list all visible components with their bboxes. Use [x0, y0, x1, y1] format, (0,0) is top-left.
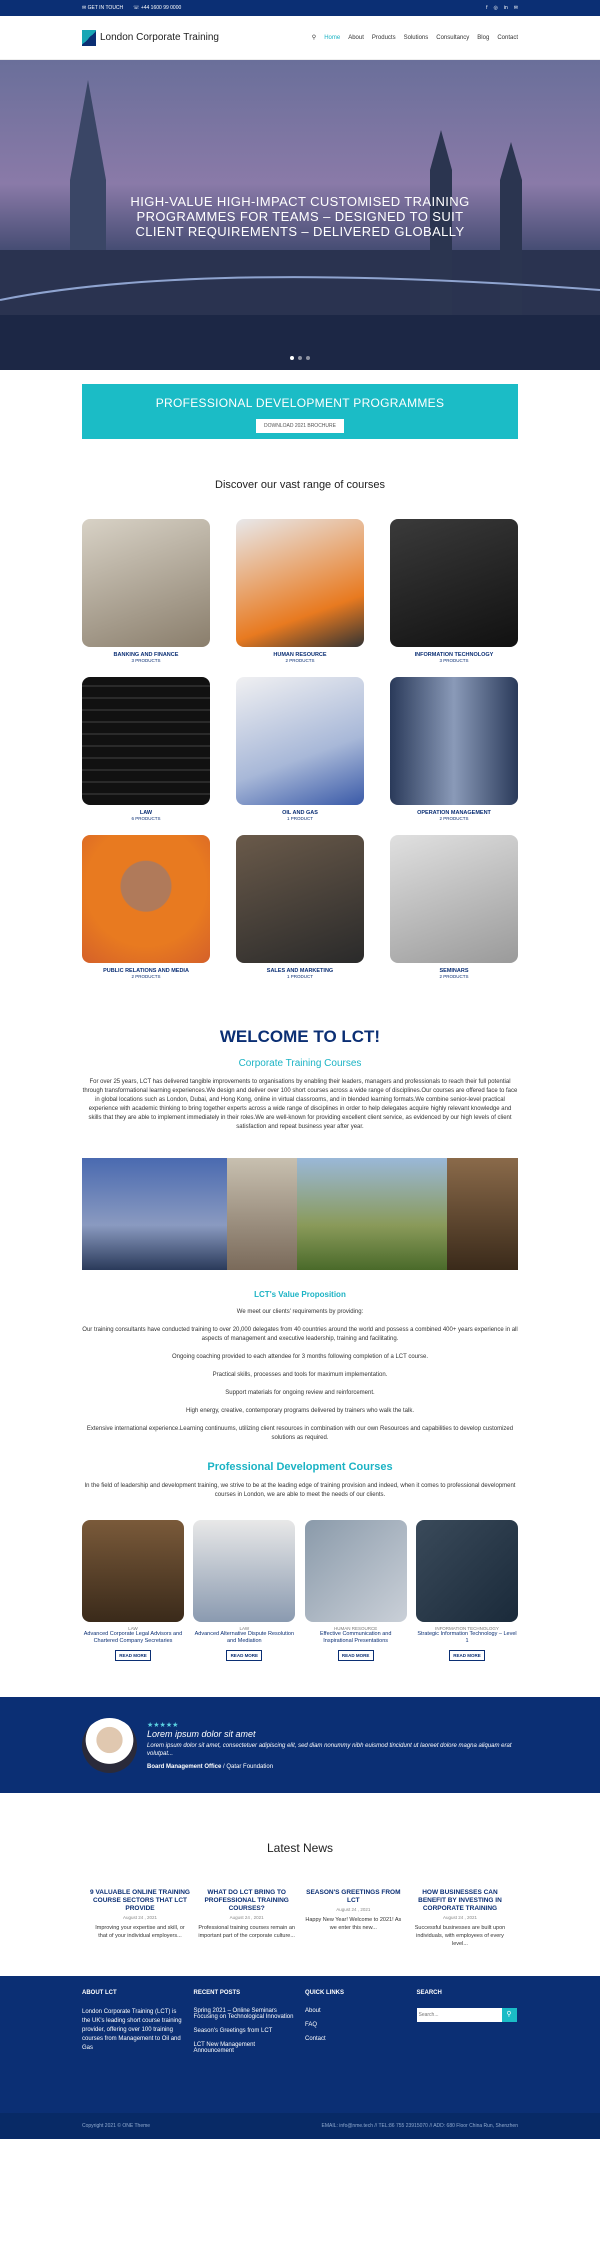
course-category: LAW: [128, 1626, 138, 1631]
footer-links-heading: QUICK LINKS: [305, 1990, 344, 1996]
footer-link-faq[interactable]: FAQ: [305, 2022, 318, 2028]
nav-solutions[interactable]: Solutions: [403, 34, 429, 41]
discover-heading: Discover our vast range of courses: [215, 479, 385, 491]
category-image: [390, 835, 518, 963]
read-more-button[interactable]: READ MORE: [449, 1650, 485, 1661]
bottom-bar: [0, 2113, 600, 2139]
course-title[interactable]: Advanced Alternative Dispute Resolution and Mediation: [194, 1631, 295, 1644]
category-count: 3 PRODUCTS: [439, 658, 469, 663]
course-card: [305, 1520, 407, 1661]
category-card[interactable]: [390, 677, 518, 821]
footer-link-about[interactable]: About: [305, 2008, 321, 2014]
course-image[interactable]: [305, 1520, 407, 1622]
phone-label: +44 1600 99 0000: [140, 5, 182, 11]
download-brochure-button[interactable]: DOWNLOAD 2021 BROCHURE: [256, 419, 344, 433]
category-count: 2 PRODUCTS: [131, 974, 161, 979]
email-icon[interactable]: ✉: [513, 5, 518, 11]
category-name: LAW: [139, 810, 153, 816]
brand-name: London Corporate Training: [100, 32, 219, 43]
value-item: Extensive international experience.Learning continuums, utilizing client resources in combination with our own Resources and capabilities to develop customized solutions as required.: [86, 1426, 514, 1441]
news-title[interactable]: 9 VALUABLE ONLINE TRAINING COURSE SECTORS THAT LCT PROVIDE: [90, 1889, 190, 1912]
category-image: [236, 677, 364, 805]
course-title[interactable]: Strategic Information Technology – Level 1: [417, 1631, 517, 1644]
news-date: August 24 , 2021: [442, 1915, 477, 1920]
category-name: HUMAN RESOURCE: [273, 652, 327, 658]
category-count: 2 PRODUCTS: [439, 816, 469, 821]
news-title[interactable]: WHAT DO LCT BRING TO PROFESSIONAL TRAINING COURSES?: [204, 1889, 289, 1912]
news-excerpt: Successful businesses are built upon individuals, with employees of every level...: [414, 1925, 506, 1947]
category-count: 1 PRODUCT: [286, 816, 313, 821]
category-card[interactable]: [82, 677, 210, 821]
category-count: 2 PRODUCTS: [285, 658, 315, 663]
category-count: 6 PRODUCTS: [131, 816, 161, 821]
welcome-section: [0, 1027, 600, 1069]
category-image: [390, 519, 518, 647]
course-card: [193, 1520, 295, 1661]
london-panorama-image: [82, 1158, 518, 1270]
footer-link-contact[interactable]: Contact: [305, 2036, 326, 2042]
category-image: [82, 519, 210, 647]
news-date: August 24 , 2021: [122, 1915, 158, 1920]
footer-about-text: London Corporate Training (LCT) is the UK's leading short course training provider, offering over 100 training courses from Management to Oil and Gas: [82, 2009, 182, 2051]
footer-post-link[interactable]: Season's Greetings from LCT: [193, 2028, 273, 2034]
footer-about-heading: ABOUT LCT: [82, 1990, 117, 1996]
testimonial-author: Board Management Office: [147, 1763, 222, 1770]
testimonial-avatar: [82, 1718, 137, 1773]
course-image[interactable]: [416, 1520, 518, 1622]
footer-search-input[interactable]: [417, 2008, 502, 2022]
hero-headline: HIGH-VALUE HIGH-IMPACT CUSTOMISED TRAINING PROGRAMMES FOR TEAMS – DESIGNED TO SUIT CLIENT REQUIREMENTS – DELIVERED GLOBALLY: [130, 194, 470, 239]
footer-posts-heading: RECENT POSTS: [193, 1990, 241, 1996]
slider-dots: [290, 356, 310, 360]
category-card[interactable]: [82, 519, 210, 663]
category-count: 1 PRODUCT: [286, 974, 313, 979]
category-name: INFORMATION TECHNOLOGY: [414, 652, 494, 658]
linkedin-icon[interactable]: in: [503, 5, 508, 11]
nav-consultancy[interactable]: Consultancy: [436, 34, 470, 41]
rating-stars: ★★★★★: [147, 1721, 179, 1729]
course-title[interactable]: Advanced Corporate Legal Advisors and Chartered Company Secretaries: [83, 1631, 183, 1644]
testimonial-org: / Qatar Foundation: [221, 1763, 274, 1770]
welcome-title: WELCOME TO LCT!: [219, 1027, 381, 1046]
category-card[interactable]: [236, 835, 364, 979]
news-excerpt: Improving your expertise and skill, or that of your individual employers...: [95, 1925, 185, 1939]
category-count: 3 PRODUCTS: [131, 658, 161, 663]
search-submit-icon[interactable]: ⚲: [502, 2008, 517, 2022]
footer-contact: EMAIL: info@nme.tech // TEL:86 755 23915070 // ADD: 680 Floor China Run, Shenzhen: [321, 2123, 518, 2129]
course-image[interactable]: [193, 1520, 295, 1622]
course-grid: [82, 1520, 518, 1661]
footer-post-link[interactable]: LCT New Management Announcement: [193, 2042, 256, 2054]
course-card: [82, 1520, 184, 1661]
nav-home[interactable]: Home: [324, 34, 341, 41]
pdc-title: Professional Development Courses: [207, 1461, 393, 1473]
course-category: HUMAN RESOURCE: [334, 1626, 378, 1631]
testimonial-quote: Lorem ipsum dolor sit amet: [147, 1728, 256, 1739]
course-image[interactable]: [82, 1520, 184, 1622]
nav-products[interactable]: Products: [371, 34, 396, 41]
course-category: INFORMATION TECHNOLOGY: [435, 1626, 499, 1631]
category-name: OIL AND GAS: [282, 810, 318, 816]
category-image: [82, 835, 210, 963]
get-in-touch-link[interactable]: ✉ GET IN TOUCH: [82, 5, 124, 11]
pdc-body: In the field of leadership and development training, we strive to be at the leading edge of training provision and indeed, when it comes to professional development courses in London, we are able to meet the needs of our clients.: [84, 1483, 516, 1498]
header: [0, 16, 600, 60]
course-title[interactable]: Effective Communication and Inspirational Presentations: [319, 1631, 392, 1644]
value-item: Support materials for ongoing review and reinforcement.: [225, 1390, 375, 1396]
footer: [0, 1976, 600, 2113]
nav-contact[interactable]: Contact: [497, 34, 518, 41]
category-card[interactable]: [82, 835, 210, 979]
category-name: BANKING AND FINANCE: [113, 652, 179, 658]
value-title: LCT's Value Proposition: [254, 1290, 346, 1299]
read-more-button[interactable]: READ MORE: [226, 1650, 262, 1661]
news-item: [410, 1889, 510, 1948]
welcome-body: For over 25 years, LCT has delivered tangible improvements to organisations by enabling their leaders, managers and professionals to reach their full potential through transformational learning experiences.We design and deliver over 100 short courses across a wide range of disciplines.Our courses are offered face to face in global locations such as London, Dubai, and Hong Kong, online in virtual classrooms, and in blended learning formats.We combine senior-level practical experience with academic thinking to bring together experts across a wide range of disciplines in order to help delegates acquire highly relevant knowledge and skills that they are able to implement immediately in their roles.We are well-known for providing excellent client service, as evidenced by our high levels of client satisfaction and repeat business year after year.: [82, 1079, 518, 1130]
facebook-icon[interactable]: f: [486, 5, 488, 11]
read-more-button[interactable]: READ MORE: [115, 1650, 151, 1661]
slide-dot-3[interactable]: [306, 356, 310, 360]
value-item: Our training consultants have conducted training to over 20,000 delegates from 40 countries around the world and possess a combined 400+ years experience in all aspects of management and executive leadership, training and facilitating.: [82, 1327, 518, 1342]
news-title[interactable]: SEASON'S GREETINGS FROM LCT: [306, 1889, 401, 1904]
value-item: High energy, creative, contemporary programs delivered by trainers who walk the talk.: [186, 1408, 414, 1414]
category-name: PUBLIC RELATIONS AND MEDIA: [103, 968, 189, 974]
search-icon[interactable]: ⚲: [311, 35, 317, 41]
news-item: [197, 1889, 297, 1948]
instagram-icon[interactable]: ◎: [493, 5, 498, 11]
nav-blog[interactable]: Blog: [477, 34, 490, 41]
slide-dot-2[interactable]: [298, 356, 302, 360]
pdp-banner: [82, 384, 518, 439]
news-title[interactable]: HOW BUSINESSES CAN BENEFIT BY INVESTING IN CORPORATE TRAINING: [418, 1889, 502, 1912]
value-item: Ongoing coaching provided to each attendee for 3 months following completion of a LCT course.: [171, 1354, 429, 1360]
category-card[interactable]: [390, 835, 518, 979]
footer-post-link[interactable]: Spring 2021 – Online Seminars Focusing on Technological Innovation: [193, 2008, 294, 2020]
read-more-button[interactable]: READ MORE: [338, 1650, 374, 1661]
course-category: LAW: [239, 1626, 250, 1631]
phone-link[interactable]: ☏ +44 1600 99 0000: [133, 5, 182, 11]
main-nav: [312, 34, 518, 41]
news-excerpt: Happy New Year! Welcome to 2021! As we enter this new...: [305, 1917, 402, 1931]
news-excerpt: Professional training courses remain an important part of the corporate culture...: [198, 1925, 295, 1939]
latest-news-heading: Latest News: [266, 1841, 334, 1855]
welcome-subtitle: Corporate Training Courses: [238, 1058, 362, 1069]
category-grid: [82, 519, 518, 979]
category-image: [236, 519, 364, 647]
category-card[interactable]: [390, 519, 518, 663]
news-date: August 24 , 2021: [336, 1907, 371, 1912]
news-item: [90, 1889, 190, 1948]
get-in-touch-label: GET IN TOUCH: [87, 5, 124, 11]
top-bar: [0, 0, 600, 16]
value-item: We meet our clients' requirements by providing:: [236, 1309, 364, 1315]
category-name: SEMINARS: [439, 968, 469, 974]
category-count: 2 PRODUCTS: [439, 974, 469, 979]
category-image: [236, 835, 364, 963]
testimonial-text: Lorem ipsum dolor sit amet, consectetuer adipiscing elit, sed diam nonummy nibh euismod tincidunt ut laoreet dolore magna aliquam erat volutpat...: [147, 1742, 512, 1757]
category-card[interactable]: [236, 519, 364, 663]
category-name: OPERATION MANAGEMENT: [417, 810, 491, 816]
news-grid: [90, 1889, 510, 1948]
copyright: Copyright 2021 © ONE Theme: [82, 2123, 151, 2129]
value-list: [82, 1308, 518, 1443]
testimonial: [0, 1697, 600, 1793]
nav-about[interactable]: About: [348, 34, 364, 41]
category-card[interactable]: [236, 677, 364, 821]
pdp-title: PROFESSIONAL DEVELOPMENT PROGRAMMES: [155, 396, 445, 410]
category-name: SALES AND MARKETING: [266, 968, 334, 974]
logo-mark-icon: [82, 30, 96, 46]
news-date: August 24 , 2021: [229, 1915, 264, 1920]
hero-slider: [0, 60, 600, 370]
value-item: Practical skills, processes and tools for maximum implementation.: [212, 1372, 388, 1378]
slide-dot-1[interactable]: [290, 356, 294, 360]
logo[interactable]: [82, 30, 219, 46]
category-image: [390, 677, 518, 805]
footer-search-heading: SEARCH: [416, 1990, 442, 1996]
category-image: [82, 677, 210, 805]
course-card: [416, 1520, 518, 1661]
news-item: [303, 1889, 403, 1948]
